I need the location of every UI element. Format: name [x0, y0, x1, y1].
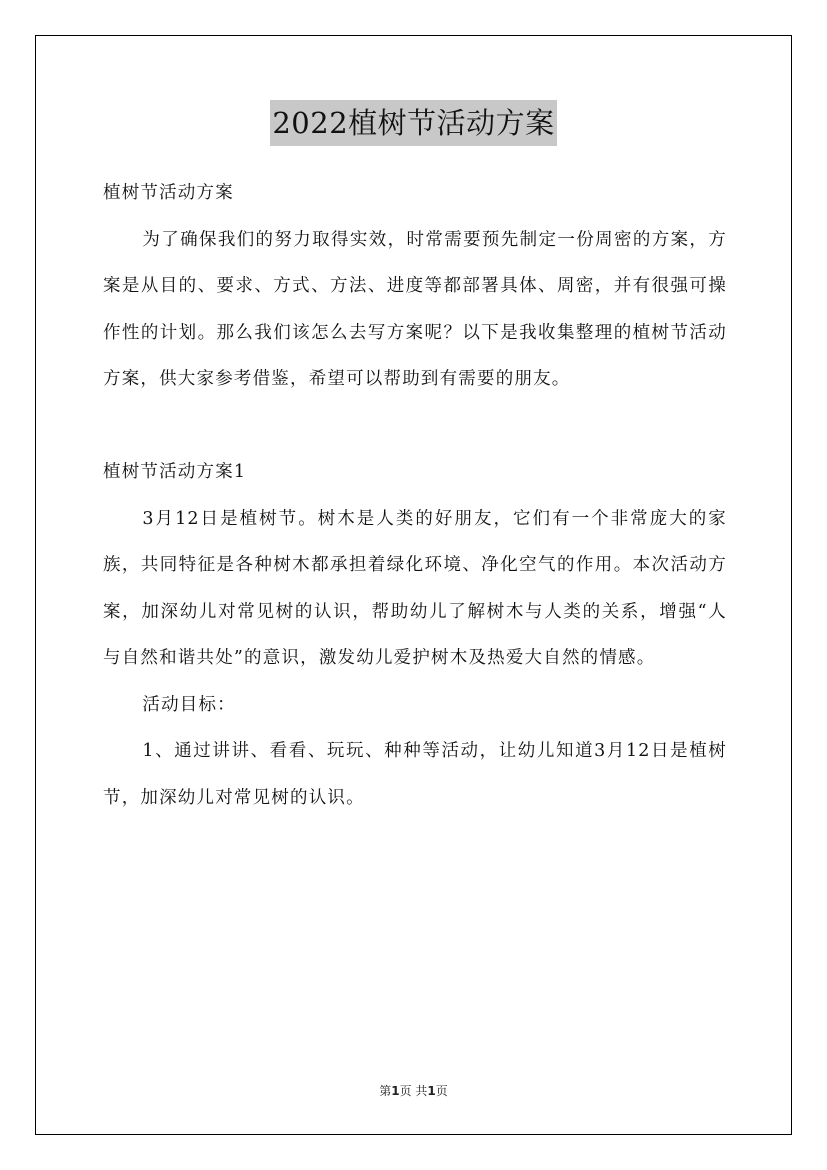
section-paragraph: 3月12日是植树节。树木是人类的好朋友，它们有一个非常庞大的家族，共同特征是各种树木都承担着绿化环境、净化空气的作用。本次活动方案，加深幼儿对常见树的认识，帮助幼儿了解树木与人类的关系，增强“人与自然和谐共处”的意识，激发幼儿爱护树木及热爱大自然的情感。	[103, 508, 727, 668]
section-heading: 植树节活动方案1	[103, 462, 247, 482]
footer-page-mid: 页 共	[399, 1084, 428, 1098]
page-footer	[0, 1082, 827, 1099]
footer-page-suffix: 页	[435, 1084, 448, 1098]
document-subtitle: 植树节活动方案	[103, 183, 234, 203]
footer-page-number: 1	[391, 1084, 400, 1098]
document-body	[103, 170, 727, 821]
goal-item-1: 1、通过讲讲、看看、玩玩、种种等活动，让幼儿知道3月12日是植树节，加深幼儿对常见树的认识。	[103, 741, 727, 808]
title-container	[0, 100, 827, 146]
document-title: 2022植树节活动方案	[270, 100, 556, 146]
footer-page-prefix: 第	[379, 1084, 392, 1098]
goals-label: 活动目标：	[142, 694, 236, 715]
footer-page-total: 1	[427, 1084, 436, 1098]
paragraph-spacer	[103, 403, 727, 450]
intro-paragraph: 为了确保我们的努力取得实效，时常需要预先制定一份周密的方案，方案是从目的、要求、方式、方法、进度等都部署具体、周密，并有很强可操作性的计划。那么我们该怎么去写方案呢？以下是我收集整理的植树节活动方案，供大家参考借鉴，希望可以帮助到有需要的朋友。	[103, 229, 727, 389]
